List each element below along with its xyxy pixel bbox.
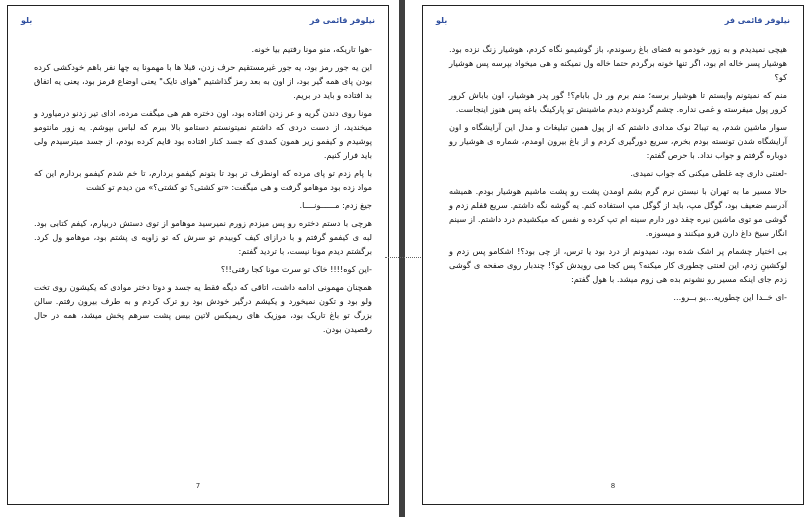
page-number: 7 xyxy=(195,482,201,490)
page-right xyxy=(422,5,804,505)
paragraph: -هوا تاریکه، منو مونا رفتیم بیا خونه. xyxy=(251,44,372,54)
paragraph: منم که نمیتونم وایستم تا هوشیار برسه؛ منم برم ور دل بابام؟! گور پدر هوشیار، اون باباش کرور کرور پول میفرسته و غمی نداره. چشم گردوندم دیدم ماشینش تو پارکینگ باغه پس هنوز اینجاست. xyxy=(449,90,787,114)
paragraph: سوار ماشین شدم، یه تیبا2 نوک مدادی داشتم که از پول همین تبلیغات و مدل این آرایشگاه و اون آرایشگاه شدن تونسته بودم بخرم، سریع دورگیری کردم و از باغ بیرون اومدم، شماره ی هوشیار رو دوباره گرفتم و جواب نداد. با حرص گفتم: xyxy=(449,122,787,160)
paragraph: هیچی نمیدیدم و به زور خودمو به فضای باغ رسوندم، باز گوشیمو نگاه کردم، هوشیار زنگ نزده بود. هوشیار پسر خاله ام بود، اگر تنها خونه برگردم حتما خاله ول نمیکنه و هی میخواد بپرسه پس هوشیار کو؟ xyxy=(449,44,787,82)
paragraph: همچنان مهمونی ادامه داشت، اتاقی که دیگه فقط یه جسد و دوتا دختر موادی که یکیشون روی تخت ولو بود و تکون نمیخورد و یکیشم درگیر خودش بود رو ترک کردم و به طرف بیرون رفتم. سالن بزرگ تو باغ تاریک بود، موزیک های ریمیکس لاتین بیس پشت سرهم پخش میشد، همه در حال رقصیدن بودن. xyxy=(34,282,372,334)
paragraph: بی اختیار چشمام پر اشک شده بود، نمیدونم از درد بود یا ترس، از چی بود؟! اشکامو پس زدم و لوکشینِ زدم، این لعنتی چطوری کار میکنه؟ پس کجا می رویدش کو؟! چندبار روی صفحه ی گوشی زدم جای اینکه مسیر رو نشونم بده هی زوم میشد. با هول گفتم: xyxy=(449,246,787,284)
header-author: نیلوفر قائمی فر xyxy=(724,16,790,25)
dotted-guide-line xyxy=(385,257,421,258)
paragraph: مونا روی دندن گریه و عر زدن افتاده بود، اون دختره هم هی میگفت مرده، ادای تیر زدنو درمیاورد و میخندید، از دست دردی که داشتم نمیتونستم دستامو بالا ببرم که لباس بپوشم. یه زور مانتومو پوشیدم و کیفمو زیر همون کمدی که جسد کنار افتاده بود قایم کرده بودم، از جسد میترسیدم ولی باید فرار کنیم. xyxy=(34,108,372,160)
paragraph: این یه جور رمز بود، یه جور غیرمستقیم حرف زدن، قبلا ها با مهمونا یه چها نفر باهم خودکشی کرده بودن پای همه گیر بود، از اون به بعد رمز گذاشتیم "هوای تایک" یعنی اوضاع قرمز بود، یعنی یه اتفاق بد افتاده و باید در بریم. xyxy=(34,62,372,100)
paragraph: -این کوه!!!! خاک تو سرت مونا کجا رفتی!!؟ xyxy=(220,264,372,274)
paragraph: با پام زدم تو پای مرده که اونطرف تر بود تا بتونم کیفمو بردارم، تا خم شدم کیفمو بردارم این که مواد زده بود موهامو گرفت و هی میگفت: «تو کشتی؟ تو کشتی؟» من دیدم تو کشت xyxy=(34,168,372,192)
paragraph: -ای خــدا این چطوریه...یو بــرو... xyxy=(673,292,787,302)
paragraph: حالا مسیر ما به تهران با نبستن نرم گرم بشم اومدن پشت رو پشت ماشیم هوشیار بودم. همیشه آدرسم ضعیف بود، گوگل مپ، باید از گوگل مپ استفاده کنم. یه گوشه نگه داشتم. سریع قفلم زدم و گوشی مو توی ماشین نیره چقد دور دارم سینه ام تپ کرده و نفس که میکشیدم درد داشتم. از سینم انگار سیخ داغ دارن فرو میکنند و میسوزه. xyxy=(449,186,787,238)
header-author: نیلوفر قائمی فر xyxy=(309,16,375,25)
header-title: بلو xyxy=(436,16,448,25)
paragraph: جیغ زدم: مــــــونــــا. xyxy=(299,200,372,210)
page-body xyxy=(34,42,372,340)
page-body xyxy=(449,42,787,308)
paragraph: هرچی با دستم دختره رو پس میزدم زورم نمیرسید موهامو از توی دستش دربیارم، کیفم کتابی بود. لبه ی کیفمو گرفتم و با درازای کیف کوبیدم تو سرش که تو زاویه ی پشتم بود، موهامو ول کرد. برگشتم دیدم مونا نیست، با تردید گفتم: xyxy=(34,218,372,256)
header-title: بلو xyxy=(21,16,33,25)
paragraph: -لعنتی داری چه غلطی میکنی که جواب نمیدی. xyxy=(630,168,787,178)
page-divider xyxy=(399,0,405,517)
page-header xyxy=(436,16,790,30)
page-header xyxy=(21,16,375,30)
page-number: 8 xyxy=(610,482,616,490)
page-left xyxy=(7,5,389,505)
